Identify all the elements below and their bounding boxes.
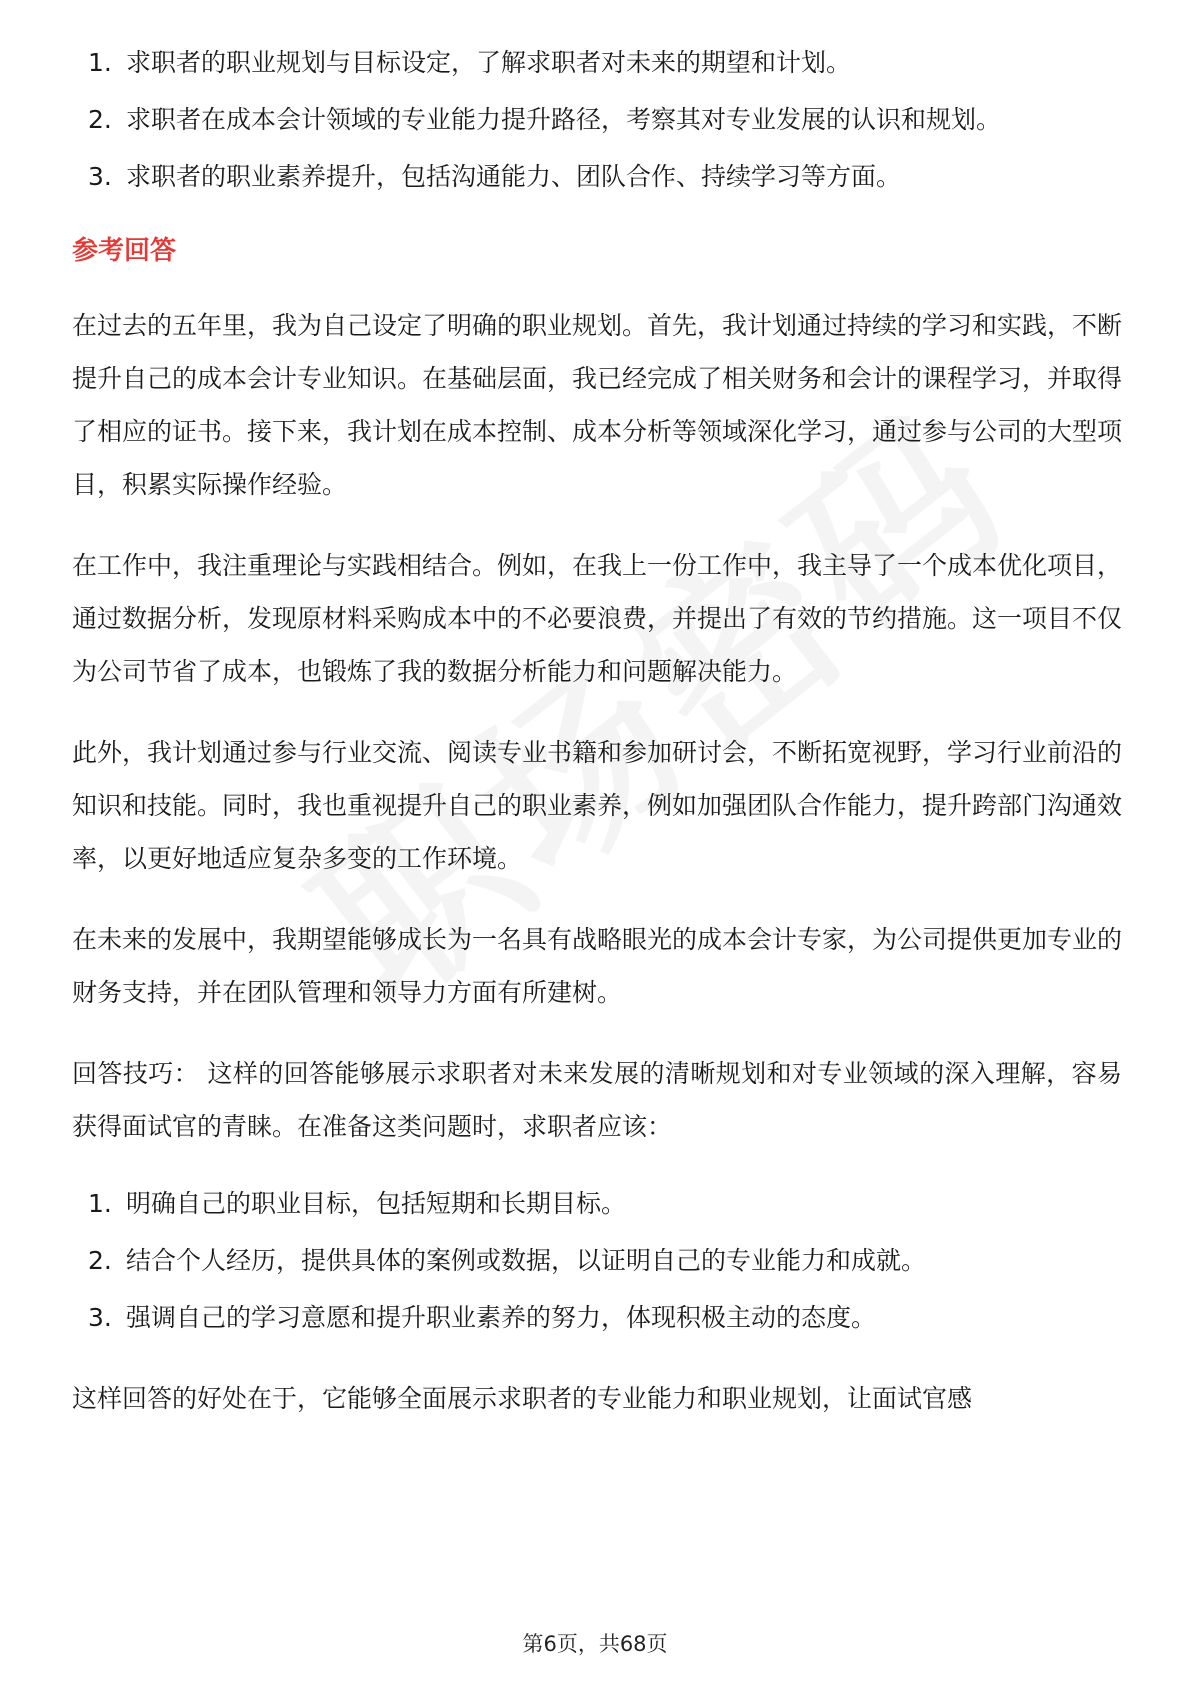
answer-paragraph: 此外，我计划通过参与行业交流、阅读专业书籍和参加研讨会，不断拓宽视野，学习行业前沿的知识和技能。同时，我也重视提升自己的职业素养，例如加强团队合作能力，提升跨部门沟通效率，以更好地适应复杂多变的工作环境。 <box>72 738 1123 873</box>
list-item <box>72 34 1122 91</box>
answer-paragraph: 在过去的五年里，我为自己设定了明确的职业规划。首先，我计划通过持续的学习和实践，不断提升自己的成本会计专业知识。在基础层面，我已经完成了相关财务和会计的课程学习，并取得了相应的证书。接下来，我计划在成本控制、成本分析等领域深化学习，通过参与公司的大型项目，积累实际操作经验。 <box>72 311 1123 499</box>
tips-list <box>72 1175 1122 1346</box>
list-item <box>72 1289 1122 1346</box>
page-content <box>72 34 1122 1425</box>
reference-answer-heading: 参考回答 <box>72 236 177 266</box>
list-item-number: 1. <box>88 48 112 77</box>
list-item-text: 求职者的职业素养提升，包括沟通能力、团队合作、持续学习等方面。 <box>126 162 902 191</box>
answer-paragraph: 在工作中，我注重理论与实践相结合。例如，在我上一份工作中，我主导了一个成本优化项目，通过数据分析，发现原材料采购成本中的不必要浪费，并提出了有效的节约措施。这一项目不仅为公司节省了成本，也锻炼了我的数据分析能力和问题解决能力。 <box>72 551 1123 686</box>
list-item-number: 3. <box>88 1303 112 1332</box>
list-item-text: 求职者的职业规划与目标设定，了解求职者对未来的期望和计划。 <box>126 48 852 77</box>
list-item-number: 2. <box>88 105 112 134</box>
list-item <box>72 148 1122 205</box>
answer-paragraph: 在未来的发展中，我期望能够成长为一名具有战略眼光的成本会计专家，为公司提供更加专业的财务支持，并在团队管理和领导力方面有所建树。 <box>72 925 1123 1007</box>
list-item-text: 明确自己的职业目标，包括短期和长期目标。 <box>126 1189 627 1218</box>
list-item-number: 3. <box>88 162 112 191</box>
list-item-text: 结合个人经历，提供具体的案例或数据，以证明自己的专业能力和成就。 <box>126 1246 927 1275</box>
tips-paragraph: 回答技巧： 这样的回答能够展示求职者对未来发展的清晰规划和对专业领域的深入理解，容易获得面试官的青睐。在准备这类问题时，求职者应该： <box>72 1059 1122 1141</box>
list-item <box>72 1175 1122 1232</box>
list-item-text: 求职者在成本会计领域的专业能力提升路径，考察其对专业发展的认识和规划。 <box>126 105 1002 134</box>
page-number-footer: 第6页，共68页 <box>522 1632 668 1656</box>
closing-paragraph: 这样回答的好处在于，它能够全面展示求职者的专业能力和职业规划，让面试官感 <box>72 1384 973 1413</box>
list-item <box>72 91 1122 148</box>
list-item <box>72 1232 1122 1289</box>
list-item-text: 强调自己的学习意愿和提升职业素养的努力，体现积极主动的态度。 <box>126 1303 877 1332</box>
intro-list <box>72 34 1122 205</box>
list-item-number: 1. <box>88 1189 112 1218</box>
list-item-number: 2. <box>88 1246 112 1275</box>
